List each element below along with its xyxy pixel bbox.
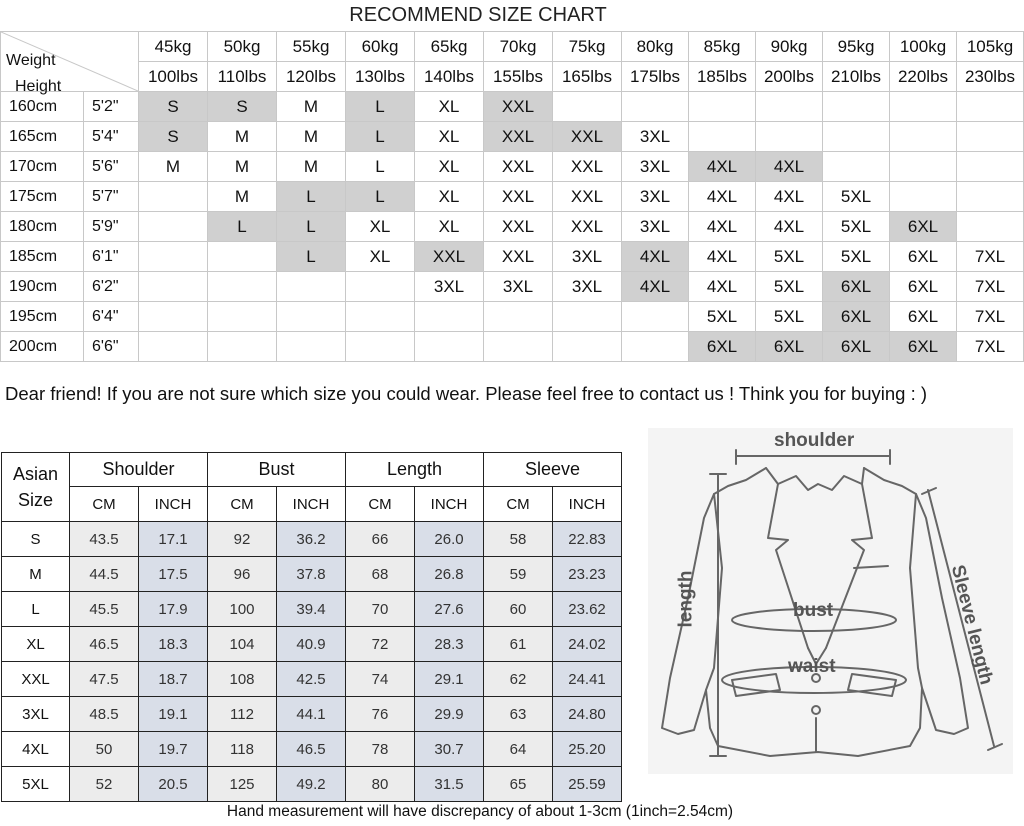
measure-value: 37.8 [277, 557, 346, 592]
size-cell: 5XL [823, 242, 890, 272]
weight-lbs-header: 175lbs [622, 62, 689, 92]
weight-kg-header: 75kg [553, 32, 622, 62]
measure-value: 45.5 [70, 592, 139, 627]
weight-kg-header: 95kg [823, 32, 890, 62]
height-in: 5'2" [84, 92, 139, 122]
measure-value: 100 [208, 592, 277, 627]
size-cell: 5XL [756, 302, 823, 332]
size-cell: M [277, 92, 346, 122]
size-cell: 4XL [689, 182, 756, 212]
measure-value: 17.1 [139, 522, 208, 557]
size-cell: 7XL [957, 242, 1024, 272]
measure-value: 29.1 [415, 662, 484, 697]
size-cell [346, 332, 415, 362]
measure-value: 31.5 [415, 767, 484, 802]
size-cell [346, 302, 415, 332]
size-cell: L [346, 152, 415, 182]
measure-value: 59 [484, 557, 553, 592]
weight-lbs-header: 200lbs [756, 62, 823, 92]
unit-header: CM [484, 487, 553, 522]
height-in: 5'6" [84, 152, 139, 182]
measure-value: 25.20 [553, 732, 622, 767]
size-name: 5XL [2, 767, 70, 802]
weight-lbs-header: 100lbs [139, 62, 208, 92]
measure-value: 43.5 [70, 522, 139, 557]
table-row [2, 697, 622, 732]
size-cell: 4XL [689, 272, 756, 302]
size-cell: 5XL [756, 242, 823, 272]
size-cell: M [139, 152, 208, 182]
weight-kg-header: 80kg [622, 32, 689, 62]
size-cell [484, 332, 553, 362]
size-cell [415, 302, 484, 332]
size-cell [139, 182, 208, 212]
size-cell: 6XL [689, 332, 756, 362]
size-cell: 4XL [756, 212, 823, 242]
measure-value: 63 [484, 697, 553, 732]
size-cell [756, 92, 823, 122]
sleeve-length-label: Sleeve length [946, 562, 997, 687]
size-cell [957, 92, 1024, 122]
size-cell: 4XL [622, 242, 689, 272]
measurement-footnote: Hand measurement will have discrepancy of about 1-3cm (1inch=2.54cm) [226, 803, 734, 820]
measure-value: 78 [346, 732, 415, 767]
size-name: 3XL [2, 697, 70, 732]
measure-value: 46.5 [277, 732, 346, 767]
weight-lbs-header: 155lbs [484, 62, 553, 92]
weight-lbs-header: 220lbs [890, 62, 957, 92]
height-in: 5'4" [84, 122, 139, 152]
size-cell [957, 152, 1024, 182]
size-cell [139, 302, 208, 332]
size-cell [277, 332, 346, 362]
table-row [2, 627, 622, 662]
table-row [1, 92, 1024, 122]
size-cell [890, 122, 957, 152]
table-row [1, 182, 1024, 212]
size-cell: XXL [484, 122, 553, 152]
bust-label: bust [793, 600, 834, 621]
measure-value: 92 [208, 522, 277, 557]
size-cell: 7XL [957, 272, 1024, 302]
asian-label: Asian [12, 464, 59, 484]
measure-value: 18.3 [139, 627, 208, 662]
size-cell [890, 92, 957, 122]
size-cell [139, 242, 208, 272]
measure-value: 52 [70, 767, 139, 802]
jacket-measurement-diagram [648, 428, 1013, 774]
weight-lbs-header: 210lbs [823, 62, 890, 92]
size-cell: XXL [484, 92, 553, 122]
size-cell: XXL [553, 152, 622, 182]
measure-value: 42.5 [277, 662, 346, 697]
size-name: M [2, 557, 70, 592]
size-cell: 4XL [756, 152, 823, 182]
measure-value: 24.02 [553, 627, 622, 662]
size-cell: L [277, 212, 346, 242]
size-cell [957, 182, 1024, 212]
shoulder-label: shoulder [774, 430, 855, 451]
weight-kg-header: 55kg [277, 32, 346, 62]
size-cell [689, 122, 756, 152]
size-cell: XL [415, 212, 484, 242]
size-cell [139, 272, 208, 302]
size-name: S [2, 522, 70, 557]
measure-value: 112 [208, 697, 277, 732]
measure-value: 62 [484, 662, 553, 697]
size-cell: 4XL [756, 182, 823, 212]
size-cell [277, 272, 346, 302]
sleeve-header: Sleeve [484, 453, 622, 487]
size-cell: L [346, 182, 415, 212]
weight-lbs-header: 230lbs [957, 62, 1024, 92]
measure-value: 28.3 [415, 627, 484, 662]
table-row [1, 332, 1024, 362]
unit-header: INCH [277, 487, 346, 522]
size-cell: 3XL [622, 122, 689, 152]
waist-label: waist [788, 656, 836, 677]
unit-header: INCH [553, 487, 622, 522]
size-cell: L [346, 92, 415, 122]
measure-value: 20.5 [139, 767, 208, 802]
height-in: 5'7" [84, 182, 139, 212]
weight-kg-header: 90kg [756, 32, 823, 62]
height-cm: 170cm [1, 152, 84, 182]
measure-value: 17.9 [139, 592, 208, 627]
measure-value: 65 [484, 767, 553, 802]
height-in: 6'4" [84, 302, 139, 332]
unit-header: CM [208, 487, 277, 522]
weight-kg-header: 105kg [957, 32, 1024, 62]
table-row [2, 662, 622, 697]
size-cell [208, 242, 277, 272]
size-cell: M [208, 182, 277, 212]
height-in: 6'1" [84, 242, 139, 272]
height-cm: 185cm [1, 242, 84, 272]
measure-value: 72 [346, 627, 415, 662]
measure-value: 80 [346, 767, 415, 802]
measure-value: 19.7 [139, 732, 208, 767]
size-cell [346, 272, 415, 302]
size-cell: XXL [484, 152, 553, 182]
weight-lbs-header: 185lbs [689, 62, 756, 92]
size-cell: XL [346, 212, 415, 242]
size-label: Size [17, 490, 53, 510]
table-row [1, 272, 1024, 302]
measure-value: 58 [484, 522, 553, 557]
size-cell: M [208, 152, 277, 182]
weight-kg-header: 65kg [415, 32, 484, 62]
height-cm: 160cm [1, 92, 84, 122]
length-label: length [675, 570, 697, 628]
size-cell [823, 152, 890, 182]
table-row [2, 732, 622, 767]
size-cell: 6XL [890, 332, 957, 362]
size-cell: 3XL [622, 182, 689, 212]
measure-value: 23.23 [553, 557, 622, 592]
height-in: 6'6" [84, 332, 139, 362]
weight-lbs-header: 165lbs [553, 62, 622, 92]
size-cell: 3XL [415, 272, 484, 302]
height-cm: 195cm [1, 302, 84, 332]
size-cell: 5XL [689, 302, 756, 332]
size-cell: 4XL [689, 242, 756, 272]
measure-value: 96 [208, 557, 277, 592]
weight-height-corner [1, 32, 139, 95]
size-cell: M [208, 122, 277, 152]
height-cm: 180cm [1, 212, 84, 242]
measure-value: 108 [208, 662, 277, 697]
size-cell: XXL [484, 242, 553, 272]
size-cell [208, 302, 277, 332]
measure-value: 76 [346, 697, 415, 732]
size-cell: L [208, 212, 277, 242]
size-cell [890, 152, 957, 182]
size-cell: XL [415, 92, 484, 122]
height-label: Height [15, 78, 62, 95]
weight-kg-header: 70kg [484, 32, 553, 62]
size-cell: XXL [553, 212, 622, 242]
size-cell [553, 302, 622, 332]
measure-value: 44.5 [70, 557, 139, 592]
unit-header: INCH [139, 487, 208, 522]
size-name: XXL [2, 662, 70, 697]
weight-lbs-header: 140lbs [415, 62, 484, 92]
size-cell [823, 92, 890, 122]
height-in: 5'9" [84, 212, 139, 242]
measure-value: 27.6 [415, 592, 484, 627]
size-cell [890, 182, 957, 212]
measure-value: 23.62 [553, 592, 622, 627]
size-cell: XXL [553, 122, 622, 152]
size-cell: S [139, 92, 208, 122]
size-name: XL [2, 627, 70, 662]
size-cell: XXL [484, 182, 553, 212]
size-name: 4XL [2, 732, 70, 767]
shoulder-header: Shoulder [70, 453, 208, 487]
size-cell: M [277, 152, 346, 182]
height-cm: 175cm [1, 182, 84, 212]
height-cm: 190cm [1, 272, 84, 302]
table-row [1, 302, 1024, 332]
measure-value: 50 [70, 732, 139, 767]
size-cell: XL [415, 182, 484, 212]
height-in: 6'2" [84, 272, 139, 302]
size-cell [553, 332, 622, 362]
size-cell: 7XL [957, 302, 1024, 332]
measure-value: 104 [208, 627, 277, 662]
size-cell: 5XL [756, 272, 823, 302]
measure-value: 18.7 [139, 662, 208, 697]
weight-kg-header: 45kg [139, 32, 208, 62]
weight-kg-header: 50kg [208, 32, 277, 62]
measurement-table [1, 452, 622, 802]
size-cell [553, 92, 622, 122]
chart-title: RECOMMEND SIZE CHART [349, 4, 607, 26]
height-cm: 165cm [1, 122, 84, 152]
unit-header: CM [70, 487, 139, 522]
measure-value: 61 [484, 627, 553, 662]
measure-value: 19.1 [139, 697, 208, 732]
size-cell: 6XL [890, 302, 957, 332]
size-cell: 3XL [484, 272, 553, 302]
size-cell: L [277, 242, 346, 272]
size-cell: XXL [553, 182, 622, 212]
size-cell: S [208, 92, 277, 122]
measure-value: 24.80 [553, 697, 622, 732]
size-cell: XL [415, 152, 484, 182]
measure-value: 47.5 [70, 662, 139, 697]
size-cell: 3XL [622, 212, 689, 242]
size-cell [823, 122, 890, 152]
size-cell: 5XL [823, 182, 890, 212]
measure-value: 26.8 [415, 557, 484, 592]
asian-size-header [2, 453, 70, 522]
size-cell: XXL [484, 212, 553, 242]
size-cell: S [139, 122, 208, 152]
measure-value: 44.1 [277, 697, 346, 732]
size-cell: 6XL [823, 272, 890, 302]
length-header: Length [346, 453, 484, 487]
unit-header: CM [346, 487, 415, 522]
size-cell [756, 122, 823, 152]
weight-lbs-header: 120lbs [277, 62, 346, 92]
recommend-size-table [0, 31, 1024, 362]
size-cell [208, 272, 277, 302]
table-row [1, 242, 1024, 272]
size-cell [957, 122, 1024, 152]
weight-kg-header: 100kg [890, 32, 957, 62]
measure-value: 30.7 [415, 732, 484, 767]
measure-value: 125 [208, 767, 277, 802]
size-cell: 6XL [823, 332, 890, 362]
size-cell [622, 302, 689, 332]
bust-header: Bust [208, 453, 346, 487]
size-cell [208, 332, 277, 362]
size-cell [622, 92, 689, 122]
table-row [2, 767, 622, 802]
measure-value: 26.0 [415, 522, 484, 557]
size-cell: 6XL [890, 242, 957, 272]
size-cell: 3XL [622, 152, 689, 182]
measure-value: 68 [346, 557, 415, 592]
size-cell: L [346, 122, 415, 152]
size-cell: 3XL [553, 242, 622, 272]
height-cm: 200cm [1, 332, 84, 362]
measure-value: 22.83 [553, 522, 622, 557]
size-cell: 7XL [957, 332, 1024, 362]
measure-value: 64 [484, 732, 553, 767]
measure-value: 25.59 [553, 767, 622, 802]
measure-value: 66 [346, 522, 415, 557]
size-cell [277, 302, 346, 332]
measure-value: 36.2 [277, 522, 346, 557]
measure-value: 17.5 [139, 557, 208, 592]
size-cell [415, 332, 484, 362]
size-cell: 6XL [823, 302, 890, 332]
weight-label: Weight [6, 52, 56, 69]
size-cell: 6XL [890, 212, 957, 242]
size-cell [139, 212, 208, 242]
weight-kg-header: 60kg [346, 32, 415, 62]
size-cell: L [277, 182, 346, 212]
size-cell: 5XL [823, 212, 890, 242]
measure-value: 74 [346, 662, 415, 697]
table-row [2, 522, 622, 557]
size-cell: XXL [415, 242, 484, 272]
table-row [2, 592, 622, 627]
measure-value: 60 [484, 592, 553, 627]
size-cell: 4XL [689, 152, 756, 182]
table-row [2, 557, 622, 592]
weight-kg-header: 85kg [689, 32, 756, 62]
measure-value: 29.9 [415, 697, 484, 732]
measure-value: 46.5 [70, 627, 139, 662]
size-cell [689, 92, 756, 122]
measure-value: 70 [346, 592, 415, 627]
measure-value: 40.9 [277, 627, 346, 662]
size-cell [139, 332, 208, 362]
measure-value: 39.4 [277, 592, 346, 627]
unit-header: INCH [415, 487, 484, 522]
weight-lbs-header: 110lbs [208, 62, 277, 92]
weight-lbs-header: 130lbs [346, 62, 415, 92]
size-cell [957, 212, 1024, 242]
size-cell: XL [346, 242, 415, 272]
table-row [1, 212, 1024, 242]
measure-value: 118 [208, 732, 277, 767]
size-cell: 3XL [553, 272, 622, 302]
size-cell: XL [415, 122, 484, 152]
size-cell: 6XL [890, 272, 957, 302]
size-cell: 6XL [756, 332, 823, 362]
size-cell: 4XL [689, 212, 756, 242]
size-cell: 4XL [622, 272, 689, 302]
measure-value: 49.2 [277, 767, 346, 802]
size-cell [622, 332, 689, 362]
contact-note: Dear friend! If you are not sure which size you could wear. Please feel free to contact us ! Think you for buying : ) [5, 383, 928, 404]
table-row [1, 152, 1024, 182]
size-cell: M [277, 122, 346, 152]
table-row [1, 122, 1024, 152]
size-cell [484, 302, 553, 332]
measure-value: 48.5 [70, 697, 139, 732]
size-name: L [2, 592, 70, 627]
measure-value: 24.41 [553, 662, 622, 697]
